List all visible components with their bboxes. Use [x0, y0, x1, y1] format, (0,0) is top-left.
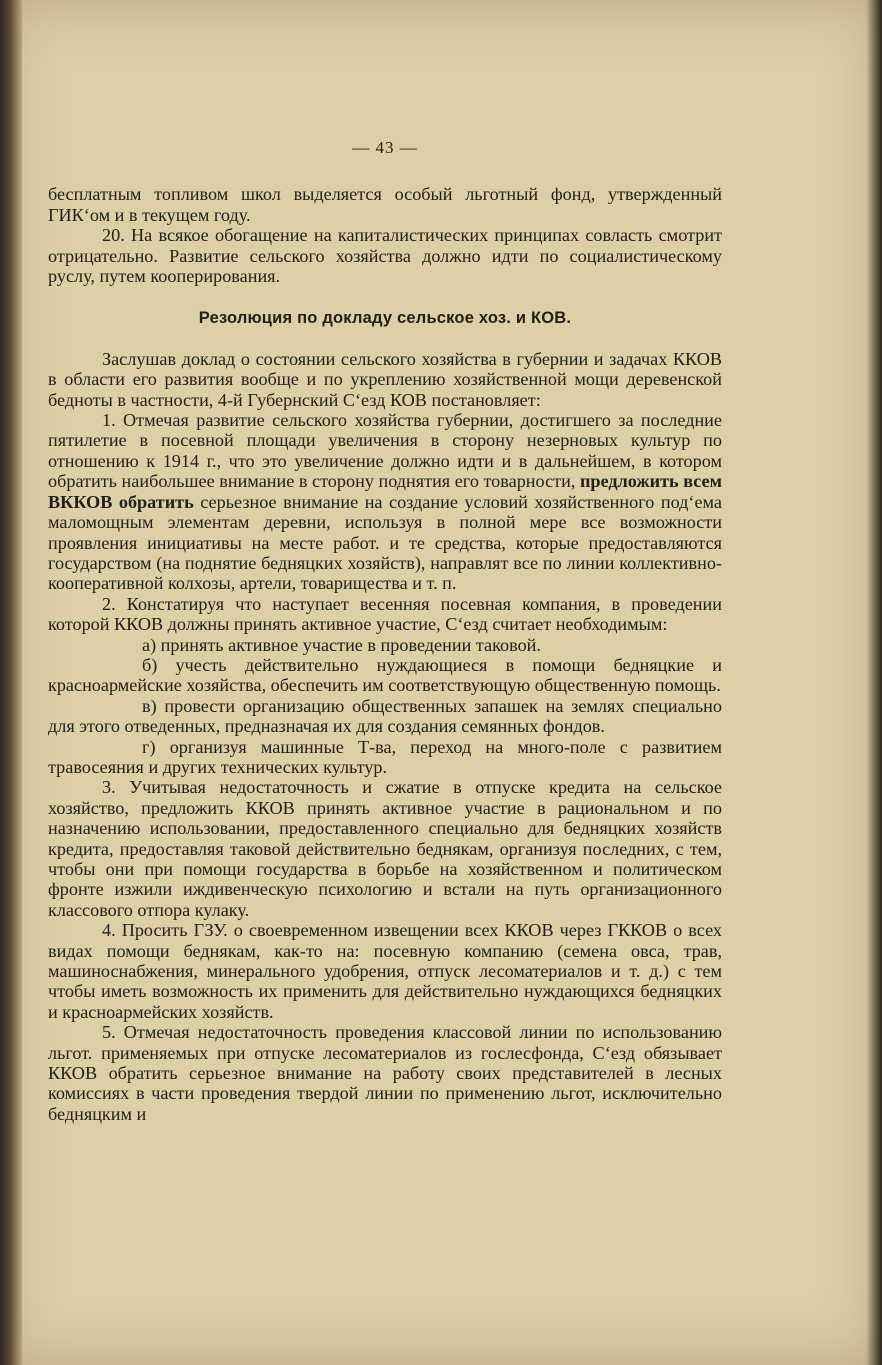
- paragraph-item-2: 2. Констатируя что наступает весенняя посевная компания, в проведении которой ККОВ должны принять активное участие, С‘езд считает необходимым:: [48, 593, 722, 635]
- page-edge-shadow: [866, 0, 882, 1365]
- item-1-text-start: 1. Отмечая развитие сельского хозяйства губернии, достигшего за последние пятилетие в посевной площади увеличения в сторону незерновых культур по отношению к 1914 г., что это увеличение должно идти и в дальнейшем, в котором обратить наибольшее внимание в сторону поднятия его товарности,: [48, 410, 722, 492]
- page-number: — 43 —: [352, 138, 418, 157]
- paragraph-item-5: 5. Отмечая недостаточность проведения классовой линии по использованию льгот. применяемых при отпуске лесоматериалов из гослесфонда, С‘езд обязывает ККОВ обратить серьезное внимание на работу своих представителей в лесных комиссиях в части проведения твердой линии по применению льгот, исключительно бедняцким и: [48, 1022, 722, 1124]
- item-1-text-end: серьезное внимание на создание условий хозяйственного под‘ема маломощным элементам деревни, используя в полной мере все возможности проявления инициативы на месте работ. и те средства, которые предоставляются государством (на поднятие бедняцких хозяйств), направлят все по линии коллективно-кооперативной колхозы, артели, товарищества и т. п.: [48, 491, 722, 594]
- resolution-heading: Резолюция по докладу сельское хоз. и КОВ.: [198, 309, 572, 328]
- item-1-emphasis: предложить всем ВККОВ обратить: [48, 471, 722, 512]
- subitem-2v: в) провести организацию общественных запашек на землях специально для этого отведенных, предназначая их для создания семянных фондов.: [48, 695, 722, 737]
- subitem-2a: а) принять активное участие в проведении таковой.: [142, 634, 541, 655]
- paragraph-item-20: 20. На всякое обогащение на капиталистических принципах совласть смотрит отрицательно. Развитие сельского хозяйства должно идти по социалистическому руслу, путем кооперирования.: [48, 225, 722, 287]
- paragraph-item-1: [48, 410, 722, 594]
- book-binding-edge: [0, 0, 22, 1365]
- paragraph-preamble: Заслушав доклад о состоянии сельского хозяйства в губернии и задачах ККОВ в области его развития вообще и по укреплению хозяйственной мощи деревенской бедноты в частности, 4-й Губернский С‘езд КОВ постановляет:: [48, 348, 722, 410]
- paragraph-item-3: 3. Учитывая недостаточность и сжатие в отпуске кредита на сельское хозяйство, предложить ККОВ принять активное участие в рациональном и по назначению использовании, предоставленного специально для бедняцких хозяйств кредита, предоставляя таковой действительно беднякам, организуя последних, с тем, чтобы они при помощи государства в борьбе на хозяйственном и политическом фронте изжили иждивенческую психологию и встали на путь организационного классового отпора кулаку.: [48, 777, 722, 920]
- subitem-2g: г) организуя машинные Т-ва, переход на много-поле с развитием травосеяния и других технических культур.: [48, 736, 722, 777]
- subitem-2b: б) учесть действительно нуждающиеся в помощи бедняцкие и красноармейские хозяйства, обеспечить им соответствующую общественную помощь.: [48, 654, 722, 696]
- paragraph-intro-continuation: бесплатным топливом школ выделяется особый льготный фонд, утвержденный ГИК‘ом и в текущем году.: [48, 184, 722, 225]
- document-body: [48, 138, 722, 1124]
- paragraph-item-4: 4. Просить ГЗУ. о своевременном извещении всех ККОВ через ГККОВ о всех видах помощи беднякам, как-то на: посевную компанию (семена овса, трав, машиноснабжения, минерального удобрения, отпуск лесоматериалов и т. д.) с тем чтобы иметь возможность их применить для действительно нуждающихся бедняцких и красноармейских хозяйств.: [48, 920, 722, 1022]
